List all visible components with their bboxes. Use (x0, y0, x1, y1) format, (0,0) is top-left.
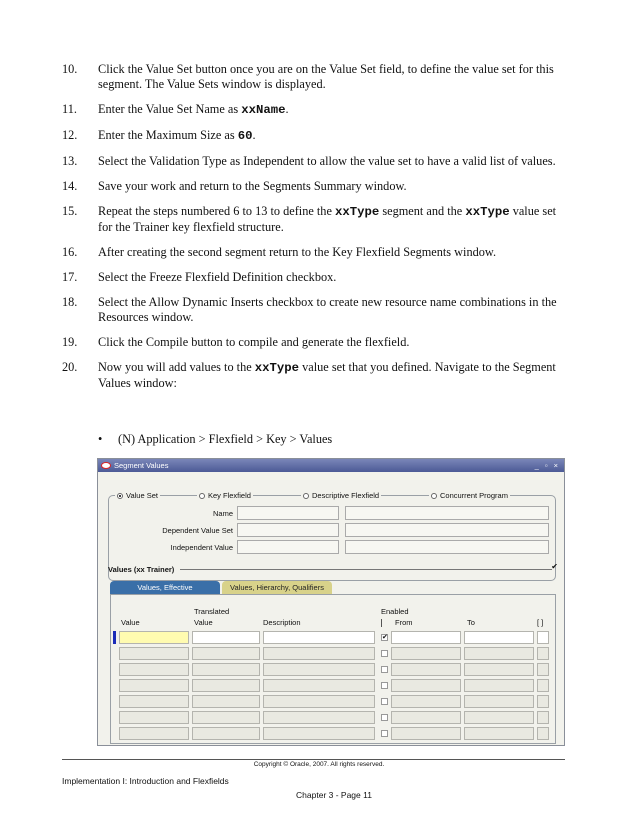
enabled-checkbox[interactable] (381, 714, 388, 721)
table-cell[interactable] (119, 727, 189, 740)
step-text-run: Select the Freeze Flexfield Definition checkbox. (98, 270, 337, 284)
step-item (62, 245, 562, 260)
table-cell[interactable] (391, 679, 461, 692)
enabled-column-top: Enabled (381, 607, 409, 616)
step-text-run: Select the Validation Type as Independent to allow the value set to have a valid list of values. (98, 154, 556, 168)
step-text (98, 128, 562, 144)
step-text-run: Select the Allow Dynamic Inserts checkbox to create new resource name combinations in the Resources window. (98, 295, 557, 324)
radio-key-flexfield[interactable] (197, 491, 253, 500)
navigation-bullet (98, 432, 332, 447)
table-cell[interactable] (537, 647, 549, 660)
dependent-description-field (345, 523, 549, 537)
name-description-field (345, 506, 549, 520)
step-item (62, 295, 562, 325)
enabled-checkbox[interactable] (381, 730, 388, 737)
row-cursor-icon (113, 631, 116, 644)
table-row (111, 647, 555, 661)
table-row (111, 711, 555, 725)
table-cell[interactable] (391, 695, 461, 708)
table-cell[interactable] (263, 663, 375, 676)
enabled-checkbox[interactable] (381, 650, 388, 657)
step-text (98, 245, 562, 260)
values-section-header: Values (xx Trainer) (108, 565, 175, 574)
radio-off-icon (303, 493, 309, 499)
course-title: Implementation I: Introduction and Flexfields (62, 776, 229, 786)
step-text-run: value set that you defined. Navigate to the Segment Values window: (98, 360, 556, 390)
table-cell[interactable] (263, 727, 375, 740)
bracket-column-header: [ ] (537, 618, 544, 627)
oracle-logo-icon (101, 462, 111, 469)
table-cell[interactable] (119, 647, 189, 660)
step-text (98, 335, 562, 350)
table-cell[interactable] (537, 711, 549, 724)
step-text-run: After creating the second segment return to the Key Flexfield Segments window. (98, 245, 497, 259)
step-item (62, 62, 562, 92)
step-text (98, 360, 562, 391)
step-text-run: . (252, 128, 256, 142)
radio-off-icon (431, 493, 437, 499)
step-text (98, 62, 562, 92)
table-cell[interactable] (192, 695, 260, 708)
table-cell[interactable] (263, 679, 375, 692)
to-column-header: To (467, 618, 475, 627)
enabled-checkbox[interactable] (381, 682, 388, 689)
enabled-checkbox-checked[interactable]: ✔ (382, 634, 388, 641)
table-cell[interactable] (537, 679, 549, 692)
copyright-notice: Copyright © Oracle, 2007. All rights reserved. (253, 761, 385, 768)
table-cell[interactable] (391, 711, 461, 724)
table-cell[interactable] (537, 727, 549, 740)
table-row (111, 631, 555, 645)
window-controls-icon[interactable]: _ ▫ × (534, 461, 560, 470)
navigation-path: (N) Application > Flexfield > Key > Values (118, 432, 333, 446)
table-cell[interactable] (464, 647, 534, 660)
table-cell[interactable] (192, 647, 260, 660)
table-cell[interactable] (464, 711, 534, 724)
table-cell[interactable] (391, 647, 461, 660)
table-cell[interactable] (119, 631, 189, 644)
step-text (98, 179, 562, 194)
window-title: Segment Values (114, 461, 169, 470)
table-cell[interactable] (263, 631, 375, 644)
radio-on-icon (117, 493, 123, 499)
code-term: xxName (241, 103, 286, 117)
step-text-run: . (285, 102, 289, 116)
from-column-header: From (395, 618, 413, 627)
step-text-run: Click the Compile button to compile and generate the flexfield. (98, 335, 410, 349)
table-cell[interactable] (537, 695, 549, 708)
step-text (98, 102, 562, 118)
table-cell[interactable] (119, 679, 189, 692)
dependent-value-set-label: Dependent Value Set (162, 526, 233, 535)
enabled-checkbox[interactable] (381, 698, 388, 705)
table-cell[interactable] (391, 727, 461, 740)
step-text (98, 270, 562, 285)
step-text (98, 154, 562, 169)
step-number: 15. (62, 204, 78, 218)
description-column-header: Description (263, 618, 301, 627)
table-cell[interactable] (464, 695, 534, 708)
enabled-divider (381, 619, 382, 627)
step-number: 19. (62, 335, 78, 349)
window-titlebar (98, 459, 564, 472)
radio-concurrent-program[interactable] (429, 491, 510, 500)
table-cell[interactable] (192, 663, 260, 676)
step-item (62, 335, 562, 350)
table-cell[interactable] (464, 631, 534, 644)
table-cell[interactable] (119, 711, 189, 724)
value-column-header: Value (121, 618, 140, 627)
tab-values-hierarchy-qualifiers[interactable]: Values, Hierarchy, Qualifiers (222, 581, 332, 594)
bullet-icon: • (98, 432, 103, 446)
table-cell[interactable] (119, 663, 189, 676)
step-text-run: Repeat the steps numbered 6 to 13 to define the (98, 204, 335, 218)
step-text-run: Now you will add values to the (98, 360, 255, 374)
table-row (111, 727, 555, 741)
radio-off-icon (199, 493, 205, 499)
code-term: xxType (254, 361, 300, 375)
step-number: 12. (62, 128, 78, 142)
values-tab-panel (110, 594, 556, 744)
table-cell[interactable] (263, 647, 375, 660)
step-item (62, 204, 562, 235)
table-cell[interactable] (192, 727, 260, 740)
independent-value-label: Independent Value (170, 543, 233, 552)
table-cell[interactable] (263, 711, 375, 724)
step-text-run: Enter the Maximum Size as (98, 128, 238, 142)
translated-value-column-header: Value (194, 618, 213, 627)
radio-descriptive-flexfield[interactable] (301, 491, 381, 500)
values-divider (180, 569, 552, 570)
table-cell[interactable] (537, 631, 549, 644)
radio-label: Value Set (126, 491, 158, 500)
table-row (111, 679, 555, 693)
step-text (98, 295, 562, 325)
radio-value-set[interactable] (115, 491, 160, 500)
independent-description-field (345, 540, 549, 554)
code-term: xxType (465, 205, 510, 219)
radio-label: Descriptive Flexfield (312, 491, 380, 500)
step-item (62, 360, 562, 391)
table-cell[interactable] (119, 695, 189, 708)
table-cell[interactable] (192, 631, 260, 644)
step-text-run: Click the Value Set button once you are on the Value Set field, to define the value set for this segment. The Value Sets window is displayed. (98, 62, 554, 91)
instruction-steps (62, 62, 562, 401)
step-item (62, 154, 562, 169)
step-number: 17. (62, 270, 78, 284)
tab-values-effective[interactable]: Values, Effective (110, 581, 220, 594)
table-cell[interactable] (464, 679, 534, 692)
table-cell[interactable] (464, 727, 534, 740)
name-field[interactable] (237, 506, 339, 520)
step-item (62, 128, 562, 144)
segment-values-window (97, 458, 565, 746)
step-number: 13. (62, 154, 78, 168)
code-term: 60 (237, 129, 253, 143)
step-number: 18. (62, 295, 78, 309)
table-cell[interactable] (192, 679, 260, 692)
radio-label: Key Flexfield (208, 491, 251, 500)
step-text-run: value set for the Trainer key flexfield structure. (98, 204, 557, 234)
code-term: xxType (335, 205, 380, 219)
step-number: 11. (62, 102, 77, 116)
radio-label: Concurrent Program (440, 491, 508, 500)
step-text-run: Enter the Value Set Name as (98, 102, 242, 116)
footer-rule (62, 759, 565, 760)
table-cell[interactable] (537, 663, 549, 676)
step-number: 10. (62, 62, 78, 76)
step-number: 14. (62, 179, 78, 193)
table-cell[interactable] (464, 663, 534, 676)
table-row (111, 695, 555, 709)
step-text-run: Save your work and return to the Segments Summary window. (98, 179, 407, 193)
step-number: 20. (62, 360, 78, 374)
dependent-value-set-field[interactable] (237, 523, 339, 537)
translated-column-top: Translated (194, 607, 230, 616)
step-item (62, 102, 562, 118)
step-text (98, 204, 562, 235)
table-cell[interactable] (391, 663, 461, 676)
table-cell[interactable] (391, 631, 461, 644)
independent-value-field[interactable] (237, 540, 339, 554)
table-cell[interactable] (192, 711, 260, 724)
step-number: 16. (62, 245, 78, 259)
step-text-run: segment and the (379, 204, 466, 218)
name-label: Name (212, 509, 233, 518)
step-item (62, 179, 562, 194)
page-number: Chapter 3 - Page 11 (296, 790, 372, 800)
table-cell[interactable] (263, 695, 375, 708)
step-item (62, 270, 562, 285)
enabled-checkbox[interactable] (381, 666, 388, 673)
table-row (111, 663, 555, 677)
check-icon: ✔ (551, 562, 558, 571)
